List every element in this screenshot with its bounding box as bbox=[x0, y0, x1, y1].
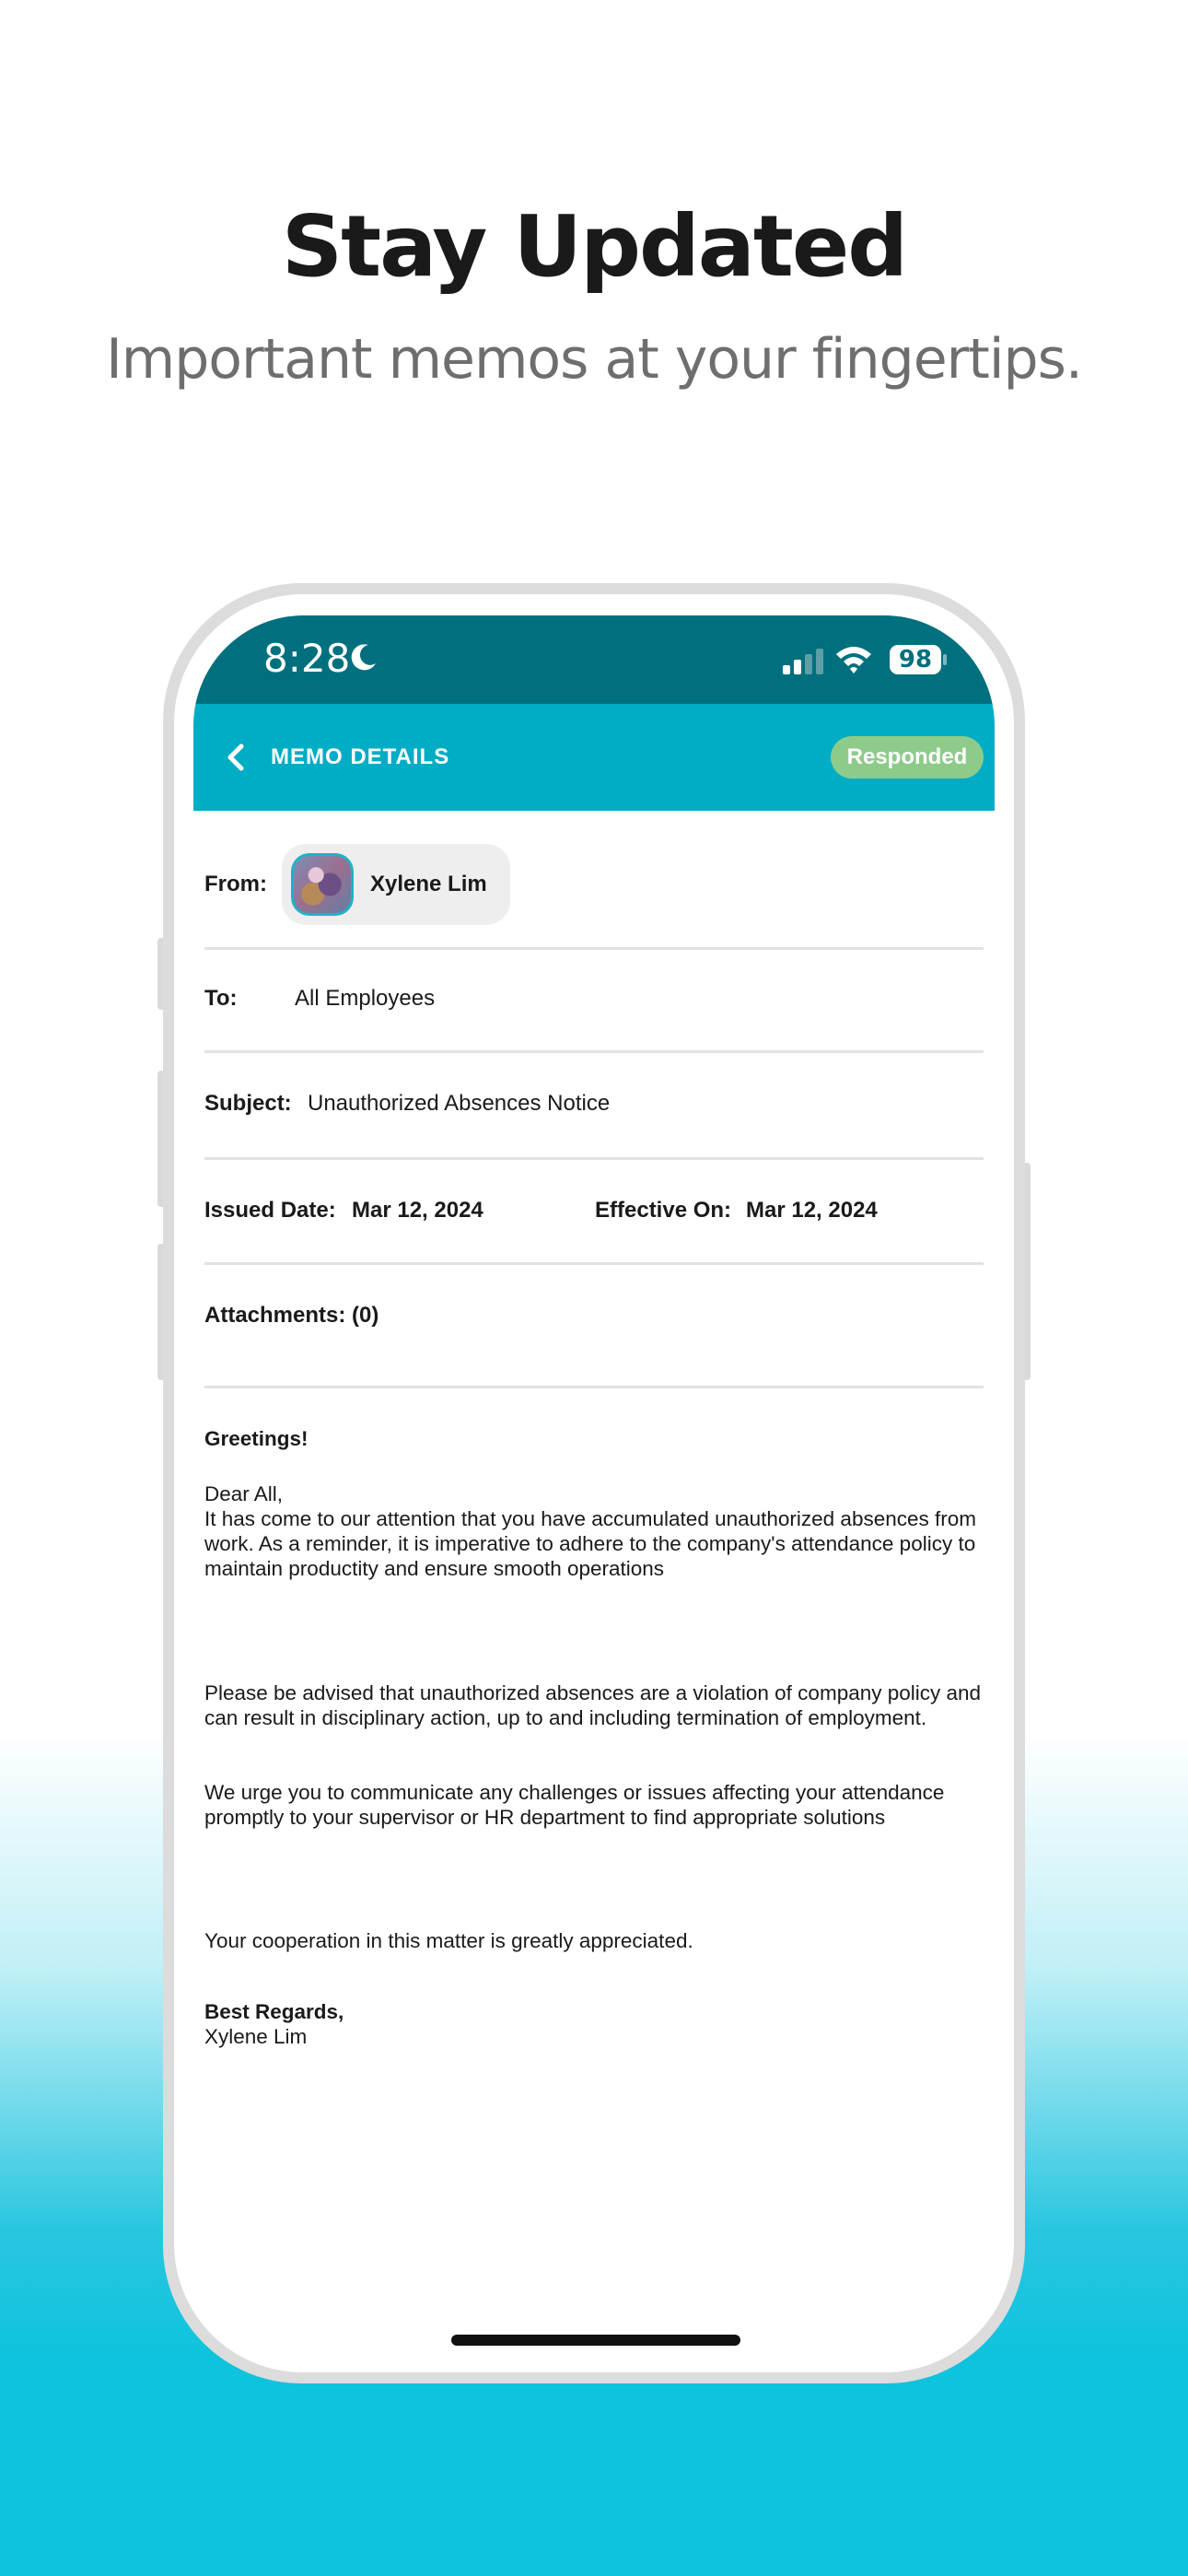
subject-value: Unauthorized Absences Notice bbox=[308, 1091, 611, 1116]
divider bbox=[204, 1050, 984, 1053]
effective-on-value: Mar 12, 2024 bbox=[746, 1198, 878, 1223]
issued-date-value: Mar 12, 2024 bbox=[352, 1198, 483, 1223]
divider bbox=[204, 1157, 984, 1160]
memo-closing: Best Regards, bbox=[204, 2000, 344, 2023]
moon-icon bbox=[348, 641, 379, 673]
avatar bbox=[291, 853, 354, 916]
home-indicator[interactable] bbox=[451, 2335, 740, 2346]
battery-cap bbox=[943, 654, 947, 665]
effective-on-label: Effective On: bbox=[595, 1198, 732, 1223]
status-bar bbox=[193, 615, 995, 704]
to-label: To: bbox=[204, 986, 238, 1011]
to-value: All Employees bbox=[295, 986, 436, 1011]
issued-date-label: Issued Date: bbox=[204, 1198, 336, 1223]
status-time: 8:28 bbox=[263, 636, 351, 681]
page-title: MEMO DETAILS bbox=[271, 744, 450, 769]
divider bbox=[204, 947, 984, 950]
memo-paragraph: Your cooperation in this matter is greatly appreciated. bbox=[204, 1929, 693, 1952]
app-header bbox=[193, 704, 995, 811]
wifi-icon bbox=[834, 645, 873, 674]
status-badge: Responded bbox=[831, 736, 984, 779]
signal-icon bbox=[783, 649, 825, 674]
sender-chip[interactable] bbox=[282, 844, 510, 925]
memo-paragraph: Please be advised that unauthorized absences are a violation of company policy and can result in disciplinary action, up to and including termination of employment. bbox=[204, 1681, 982, 1729]
divider bbox=[204, 1386, 984, 1388]
sender-name: Xylene Lim bbox=[370, 872, 487, 896]
memo-greeting: Greetings! bbox=[204, 1427, 309, 1450]
subject-label: Subject: bbox=[204, 1091, 292, 1116]
memo-paragraph: It has come to our attention that you have accumulated unauthorized absences from work. As a reminder, it is imperative to adhere to the company's attendance policy to maintain productity and ensure smooth operations bbox=[204, 1507, 977, 1580]
memo-signature: Xylene Lim bbox=[204, 2025, 308, 2048]
back-chevron-icon[interactable] bbox=[212, 732, 263, 783]
memo-paragraph: We urge you to communicate any challenges or issues affecting your attendance promptly to your supervisor or HR department to find appropriate solutions bbox=[204, 1781, 945, 1829]
promo-headline: Stay Updated bbox=[281, 197, 907, 296]
battery-icon: 98 bbox=[890, 645, 941, 674]
phone-screen bbox=[193, 615, 995, 2366]
divider bbox=[204, 1262, 984, 1265]
attachments-label[interactable]: Attachments: (0) bbox=[204, 1303, 379, 1328]
from-label: From: bbox=[204, 872, 267, 896]
memo-salutation: Dear All, bbox=[204, 1482, 284, 1505]
promo-subheadline: Important memos at your fingertips. bbox=[106, 327, 1082, 392]
